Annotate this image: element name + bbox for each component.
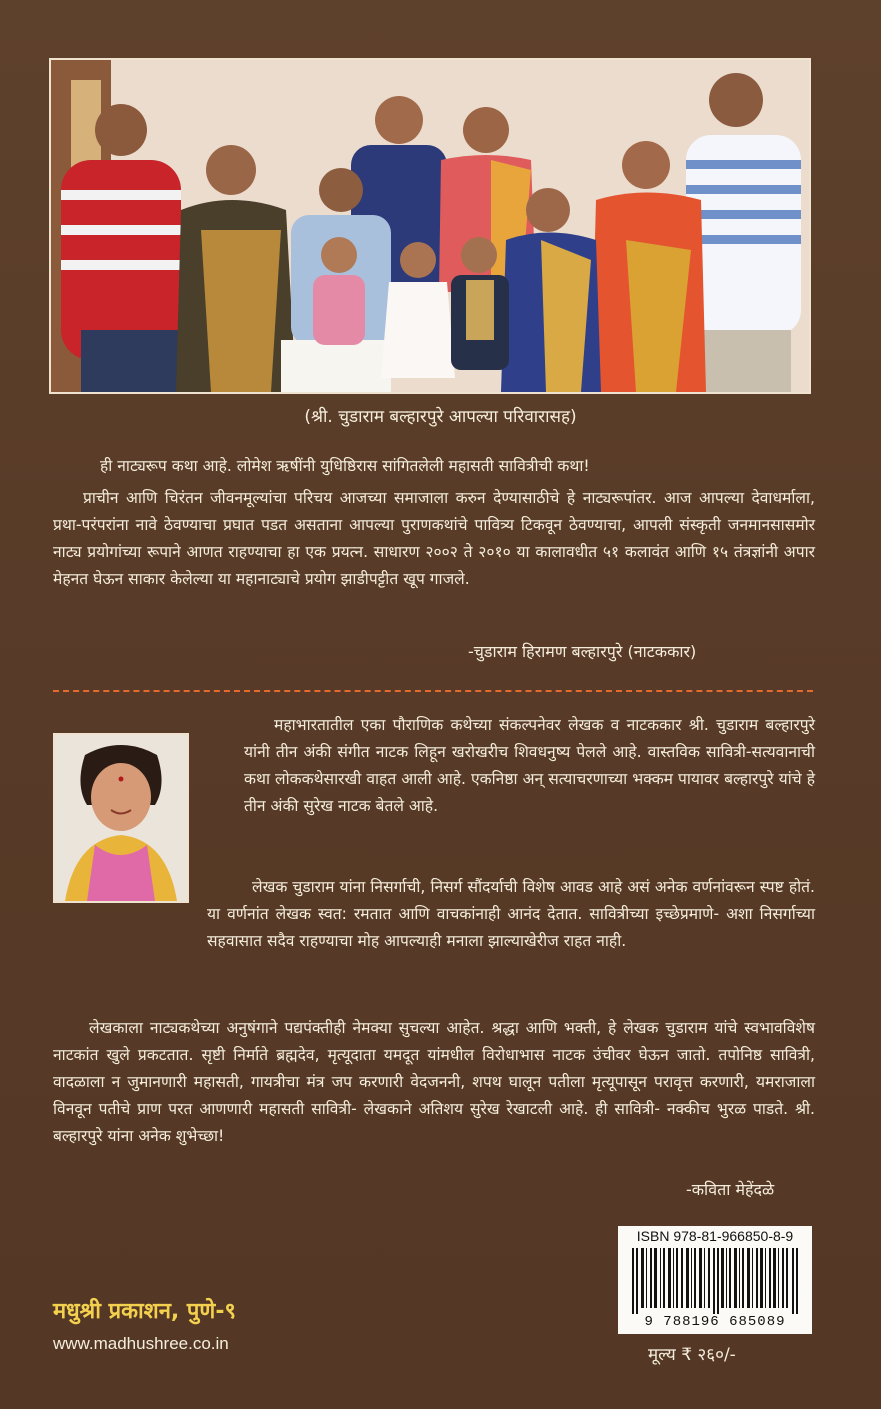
barcode-icon [632, 1248, 798, 1314]
isbn-barcode [618, 1226, 812, 1334]
publisher-name: मधुश्री प्रकाशन, पुणे-९ [53, 1299, 236, 1324]
intro-paragraph: प्राचीन आणि चिरंतन जीवनमूल्यांचा परिचय आजच्या समाजाला करुन देण्यासाठीचे हे नाट्यरूपांतर. आज आपल्या देवाधर्माला, प्रथा-परंपरांना नावे ठेवण्याचा प्रघात पडत असताना आपल्या पुराणकथांचे पावित्र्य टिकवून ठेवण्याचा, आपली संस्कृती जनमानसासमोर नाट्य प्रयोगांच्या रूपाने आणत राहण्याचा हा एक प्रयत्न. साधारण २००२ ते २०१० या कालावधीत ५१ कलावंत आणि १५ तंत्रज्ञांनी अपार मेहनत घेऊन साकार केलेल्या या महानाट्याचे प्रयोग झाडीपट्टीत खूप गाजले. [53, 489, 815, 588]
reviewer-signature: -कविता मेहेंदळे [686, 1180, 775, 1199]
reviewer-portrait [53, 733, 189, 903]
dashed-divider [53, 690, 813, 692]
author-signature: -चुडाराम हिरामण बल्हारपुरे (नाटककार) [468, 642, 697, 661]
intro-line: ही नाट्यरूप कथा आहे. लोमेश ऋषींनी युधिष्ठिरास सांगितलेली महासती सावित्रीची कथा! [100, 457, 590, 475]
price: मूल्य ₹ २६०/- [648, 1345, 736, 1365]
review-paragraph-1: महाभारतातील एका पौराणिक कथेच्या संकल्पनेवर लेखक व नाटककार श्री. चुडाराम बल्हारपुरे यांनी तीन अंकी संगीत नाटक लिहून खरोखरीच शिवधनुष्य पेलले आहे. वास्तविक सावित्री-सत्यवानाची कथा लोककथेसारखी वाहत आली आहे. एकनिष्ठा अन् सत्याचरणाच्या भक्कम पायावर बल्हारपुरे यांचे हे तीन अंकी सुरेख नाटक बेतले आहे. [244, 716, 815, 815]
review-paragraph-3: लेखकाला नाट्यकथेच्या अनुषंगाने पद्यपंक्तीही नेमक्या सुचल्या आहेत. श्रद्धा आणि भक्ती, हे लेखक चुडाराम यांचे स्वभावविशेष नाटकांत खुले प्रकटतात. सृष्टी निर्माते ब्रह्मदेव, मृत्यूदाता यमदूत यांमधील विरोधाभास नाटक उंचीवर घेऊन जातो. तपोनिष्ठ सावित्री, वादळाला न जुमानणारी महासती, गायत्रीचा मंत्र जप करणारी वेदजननी, शपथ घालून पतीला मृत्यूपासून परावृत्त करणारी, यमराजाला विनवून पतीचे प्राण परत आणणारी महासती सावित्री- लेखकाने अतिशय सुरेख रेखाटली आहे. ही सावित्री- नक्कीच भुरळ पाडते. श्री. बल्हारपुरे यांना अनेक शुभेच्छा! [53, 1019, 815, 1145]
photo-caption: (श्री. चुडाराम बल्हारपुरे आपल्या परिवारासह) [304, 407, 577, 427]
family-photo [49, 58, 811, 394]
review-paragraph-2: लेखक चुडाराम यांना निसर्गाची, निसर्ग सौंदर्याची विशेष आवड आहे असं अनेक वर्णनांवरून स्पष्ट होतं. या वर्णनांत लेखक स्वत: रमतात आणि वाचकांनाही आनंद देतात. सावित्रीच्या इच्छेप्रमाणे- अशा निसर्गाच्या सहवासात सदैव राहण्याचा मोह आपल्याही मनाला झाल्याखेरीज राहत नाही. [207, 878, 815, 950]
isbn-label: ISBN 978-81-966850-8-9 [636, 1228, 794, 1244]
barcode-number: 9 788196 685089 [644, 1314, 786, 1330]
publisher-website: www.madhushree.co.in [53, 1334, 229, 1353]
